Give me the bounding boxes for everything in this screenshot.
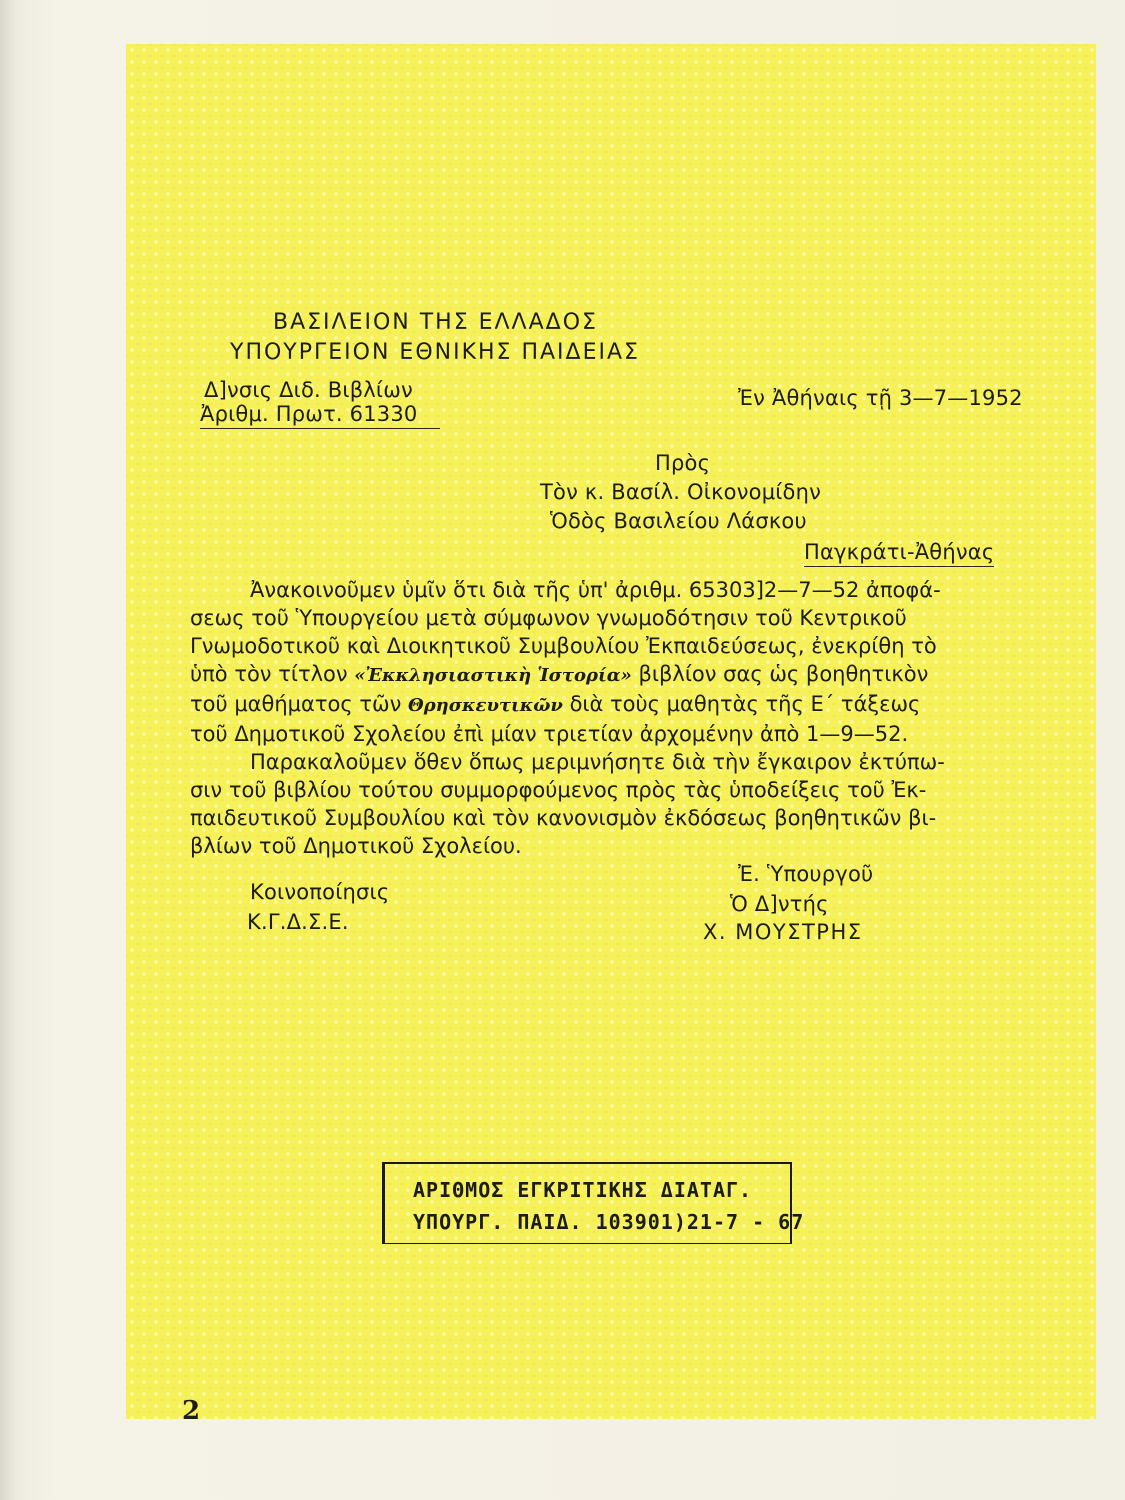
- body-text-fragment: διὰ τοὺς μαθητὰς τῆς Ε΄ τάξεως: [562, 692, 921, 716]
- signature-line-1: Ἐ. Ὑπουργοῦ: [738, 862, 874, 886]
- cc-label: Κοινοποίησις: [250, 880, 390, 904]
- header-ministry: ΥΠΟΥΡΓΕΙΟΝ ΕΘΝΙΚΗΣ ΠΑΙΔΕΙΑΣ: [230, 340, 640, 365]
- body-line: Ἀνακοινοῦμεν ὑμῖν ὅτι διὰ τῆς ὑπ' ἀριθμ. 65303]2—7—52 ἀποφά-: [250, 578, 941, 602]
- body-line: σιν τοῦ βιβλίου τούτου συμμορφούμενος πρὸς τὰς ὑποδείξεις τοῦ Ἐκ-: [190, 778, 927, 802]
- body-line: βλίων τοῦ Δημοτικοῦ Σχολείου.: [190, 834, 522, 858]
- protocol-number: Ἀριθμ. Πρωτ. 61330: [200, 402, 440, 429]
- body-line: Γνωμοδοτικοῦ καὶ Διοικητικοῦ Συμβουλίου Ἐκπαιδεύσεως, ἐνεκρίθη τὸ: [190, 634, 937, 658]
- department-line: Δ]νσις Διδ. Βιβλίων: [204, 378, 413, 402]
- signature-line-2: Ὁ Δ]ντής: [730, 892, 829, 916]
- recipient-street: Ὁδὸς Βασιλείου Λάσκου: [550, 509, 807, 533]
- signature-name: Χ. ΜΟΥΣΤΡΗΣ: [703, 920, 863, 944]
- body-line: [190, 690, 1020, 720]
- subject-name: Θρησκευτικῶν: [408, 695, 563, 716]
- body-text-fragment: ὑπὸ τὸν τίτλον: [190, 662, 355, 686]
- book-title: «Ἐκκλησιαστικὴ Ἱστορία»: [354, 665, 632, 686]
- header-kingdom: ΒΑΣΙΛΕΙΟΝ ΤΗΣ ΕΛΛΑΔΟΣ: [273, 310, 598, 335]
- recipient-name: Τὸν κ. Βασίλ. Οἰκονομίδην: [540, 480, 822, 504]
- letter-body: [190, 576, 1020, 860]
- body-line: παιδευτικοῦ Συμβουλίου καὶ τὸν κανονισμὸν ἐκδόσεως βοηθητικῶν βι-: [190, 806, 937, 830]
- body-line: Παρακαλοῦμεν ὅθεν ὅπως μεριμνήσητε διὰ τὴν ἔγκαιρον ἐκτύπω-: [250, 750, 945, 774]
- letter-date: Ἐν Ἀθήναις τῇ 3—7—1952: [738, 386, 1023, 410]
- stamp-line-2: ΥΠΟΥΡΓ. ΠΑΙΔ. 103901)21-7 - 67: [413, 1210, 805, 1234]
- cc-value: Κ.Γ.Δ.Σ.Ε.: [247, 910, 349, 934]
- body-line: σεως τοῦ Ὑπουργείου μετὰ σύμφωνον γνωμοδότησιν τοῦ Κεντρικοῦ: [190, 606, 907, 630]
- recipient-city: Παγκράτι-Ἀθήνας: [804, 540, 994, 567]
- body-line: τοῦ Δημοτικοῦ Σχολείου ἐπὶ μίαν τριετίαν ἀρχομένην ἀπὸ 1—9—52.: [190, 722, 909, 746]
- body-text-fragment: τοῦ μαθήματος τῶν: [190, 692, 409, 716]
- recipient-to: Πρὸς: [655, 451, 711, 475]
- body-text-fragment: βιβλίον σας ὡς βοηθητικὸν: [631, 662, 929, 686]
- approval-stamp-box: [382, 1162, 805, 1244]
- body-line: [190, 660, 1020, 690]
- stamp-line-1: ΑΡΙΘΜΟΣ ΕΓΚΡΙΤΙΚΗΣ ΔΙΑΤΑΓ.: [413, 1178, 753, 1202]
- page-number: 2: [182, 1396, 201, 1426]
